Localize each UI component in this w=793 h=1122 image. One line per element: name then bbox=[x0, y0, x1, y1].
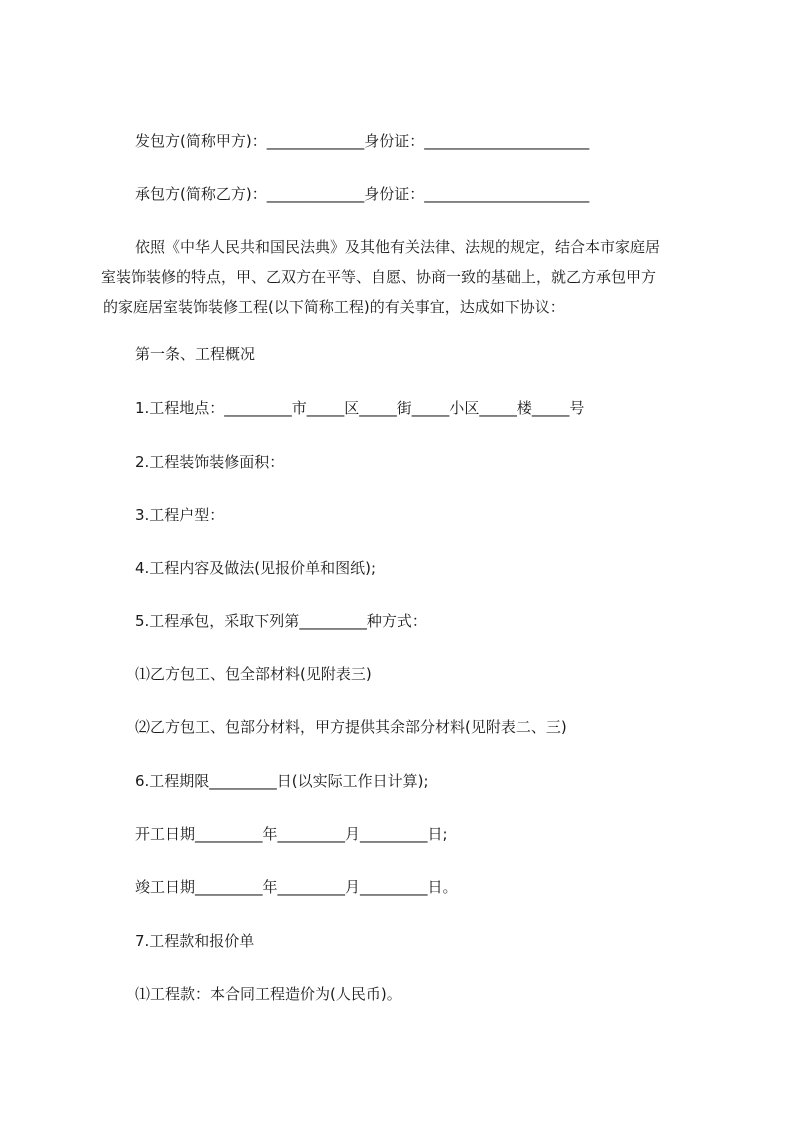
item-payment-title: 7.工程款和报价单 bbox=[135, 932, 255, 950]
item-start-date: 开工日期_________年_________月_________日; bbox=[135, 825, 448, 843]
preamble-line-3: 的家庭居室装饰装修工程(以下简称工程)的有关事宜，达成如下协议： bbox=[103, 298, 565, 316]
item-layout: 3.工程户型： bbox=[135, 506, 225, 524]
article-1-title: 第一条、工程概况 bbox=[135, 345, 256, 363]
item-contract-mode: 5.工程承包，采取下列第_________种方式： bbox=[135, 612, 427, 630]
item-mode-2: ⑵乙方包工、包部分材料，甲方提供其余部分材料(见附表二、三) bbox=[135, 718, 567, 736]
party-b-line: 承包方(简称乙方)：_____________身份证：______________________ bbox=[135, 185, 590, 203]
item-payment-1: ⑴工程款：本合同工程造价为(人民币)。 bbox=[135, 985, 402, 1003]
item-duration: 6.工程期限_________日(以实际工作日计算); bbox=[135, 772, 429, 790]
item-mode-1: ⑴乙方包工、包全部材料(见附表三) bbox=[135, 665, 372, 683]
item-location: 1.工程地点：_________市_____区_____街_____小区_____楼_____号 bbox=[135, 399, 585, 417]
item-content: 4.工程内容及做法(见报价单和图纸); bbox=[135, 559, 377, 577]
item-end-date: 竣工日期_________年_________月_________日。 bbox=[135, 878, 458, 896]
item-area: 2.工程装饰装修面积： bbox=[135, 453, 285, 471]
preamble-line-1: 依照《中华人民共和国民法典》及其他有关法律、法规的规定，结合本市家庭居 bbox=[135, 238, 661, 256]
preamble-line-2: 室装饰装修的特点，甲、乙双方在平等、自愿、协商一致的基础上，就乙方承包甲方 bbox=[101, 268, 657, 286]
party-a-line: 发包方(简称甲方)：_____________身份证：______________________ bbox=[135, 132, 590, 150]
preamble-paragraph bbox=[103, 232, 703, 322]
